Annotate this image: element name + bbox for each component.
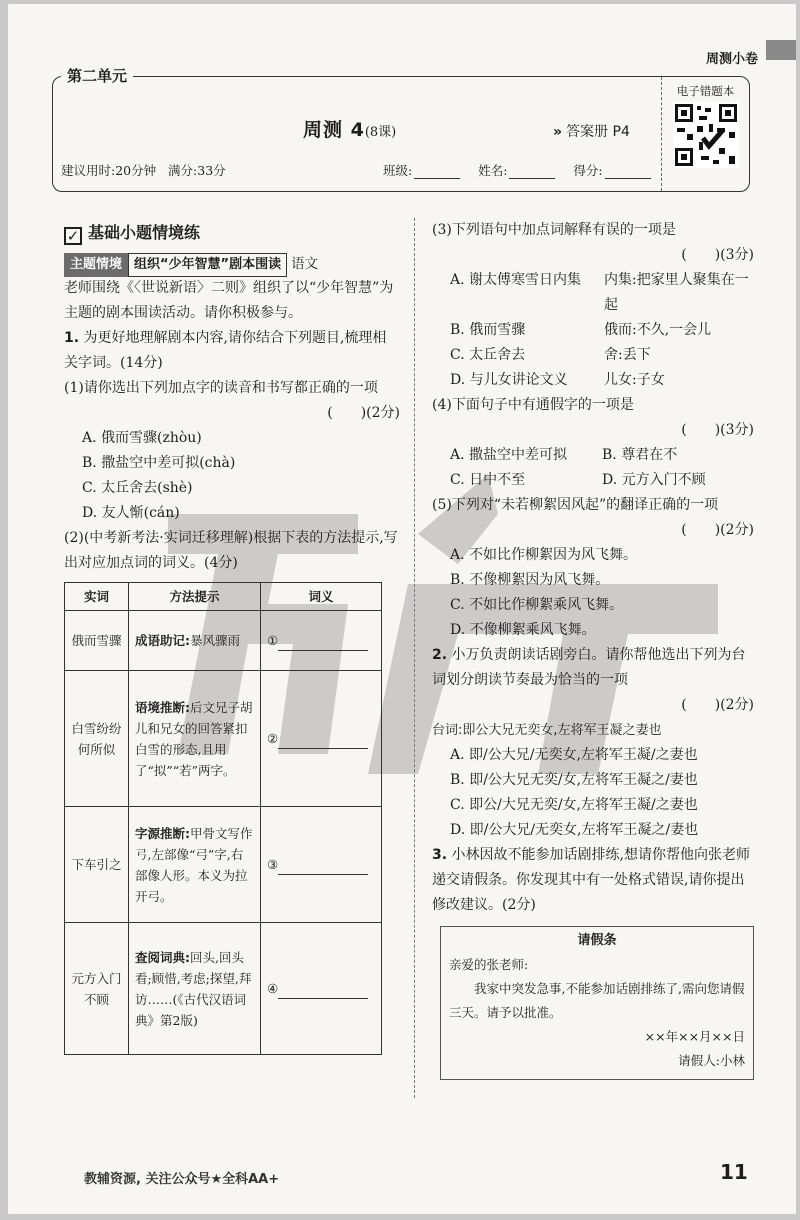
q1-sub5-option-b[interactable]: B. 不像柳絮因为风飞舞。 [450,572,610,588]
q1-sub4: (4)下面句子中有通假字的一项是 [432,397,634,413]
corner-tab [766,40,796,60]
q2-option-d[interactable]: D. 即/公大兄/无奕女,左将军王凝之/妻也 [450,822,699,838]
q1-sub4-option-b[interactable]: B. 尊君在不 [602,447,678,463]
table-row [65,807,382,923]
q2-option-c[interactable]: C. 即公/大兄无奕/女,左将军王凝/之妻也 [450,797,698,813]
qr-label: 电子错题本 [676,84,735,98]
q1-stem: 1. 为更好地理解剧本内容,请你结合下列题目,梳理相关字词。(14分) [64,330,387,371]
q2-score: ( )(2分) [681,697,754,713]
table-header-meaning: 词义 [261,583,382,611]
quiz-header [52,67,750,192]
q1-sub5: (5)下列对“未若柳絮因风起”的翻译正确的一项 [432,497,719,513]
corner-label: 周测小卷 [705,52,758,67]
q1-sub3-option-b[interactable]: B. 俄而雪骤 俄而:不久,一会儿 [450,322,712,338]
leave-note-signature: 请假人:小林 [678,1053,745,1068]
table-header-word: 实词 [65,583,129,611]
q1-sub4-options-row1 [432,443,754,468]
student-fields: 班级: 姓名: 得分: [383,161,665,179]
unit-label: 第二单元 [61,65,133,86]
table-word: 白雪纷纷何所似 [65,671,129,807]
q1-sub5-option-a[interactable]: A. 不如比作柳絮因为风飞舞。 [450,547,638,563]
table-answer[interactable]: ① [261,611,382,671]
q1-sub1: (1)请你选出下列加点字的读音和书写都正确的一项 [64,380,378,396]
q1-sub3: (3)下列语句中加点词解释有误的一项是 [432,222,676,238]
table-row [65,611,382,671]
scenario-topic: 组织“少年智慧”剧本围读 [128,253,287,277]
table-header-hint: 方法提示 [129,583,261,611]
q1-sub5-score: ( )(2分) [681,522,754,538]
q1-sub4-score: ( )(3分) [681,422,754,438]
q1-sub5-option-c[interactable]: C. 不如比作柳絮乘风飞舞。 [450,597,624,613]
leave-note-body: 我家中突发急事,不能参加话剧排练了,需向您请假三天。请予以批准。 [449,981,745,1020]
table-word: 下车引之 [65,807,129,923]
section-intro: 老师围绕《〈世说新语〉二则》组织了以“少年智慧”为主题的剧本围读活动。请你积极参与。 [64,280,394,321]
q1-sub5-option-d[interactable]: D. 不像柳絮乘风飞舞。 [450,622,596,638]
name-blank[interactable] [509,178,555,179]
answer-reference: » 答案册 P4 [553,124,630,140]
table-hint: 语境推断:后文兄子胡儿和兄女的回答紧扣白雪的形态,且用了“拟”“若”两字。 [129,671,261,807]
q1-sub3-option-d[interactable]: D. 与儿女讲论文义 儿女:子女 [450,372,665,388]
q2-option-a[interactable]: A. 即/公大兄/无奕女,左将军王凝/之妻也 [450,747,698,763]
double-chevron-icon: » [553,124,563,140]
score-blank[interactable] [605,178,651,179]
column-divider [414,218,415,1098]
left-column [64,218,400,1055]
q1-sub1-option-d[interactable]: D. 友人惭(cán) [82,505,180,521]
table-hint: 字源推断:甲骨文写作𢎗,左部像“弓”字,右部像人形。本义为拉开弓。 [129,807,261,923]
q1-sub3-option-c[interactable]: C. 太丘舍去 舍:丢下 [450,347,651,363]
leave-note-title: 请假条 [577,933,617,948]
table-row [65,671,382,807]
table-row [65,923,382,1055]
q2-option-b[interactable]: B. 即/公大兄无奕/女,左将军王凝之/妻也 [450,772,698,788]
time-score-info: 建议用时:20分钟 满分:33分 [61,163,226,178]
checkbox-check-icon: ✓ [64,227,82,245]
q1-sub3-option-a[interactable]: A. 谢太傅寒雪日内集 内集:把家里人聚集在一起 [450,272,749,313]
q1-sub4-options-row2 [432,468,754,493]
q1-sub4-option-a[interactable]: A. 撒盐空中差可拟 [450,447,568,463]
table-word: 俄而雪骤 [65,611,129,671]
class-blank[interactable] [414,178,460,179]
leave-note [440,926,754,1080]
leave-note-greeting: 亲爱的张老师: [449,957,529,972]
quiz-title: 周测 4(8课) [303,119,397,141]
word-meaning-table [64,582,382,1055]
scenario-tags: 主题情境 组织“少年智慧”剧本围读 语文 [64,252,400,276]
q1-sub1-score: ( )(2分) [327,405,400,421]
q1-sub4-option-c[interactable]: C. 日中不至 [450,472,526,488]
q1-sub1-option-b[interactable]: B. 撒盐空中差可拟(chà) [82,455,236,471]
q1-sub1-option-c[interactable]: C. 太丘舍去(shè) [82,480,193,496]
footer-promo: 教辅资源, 关注公众号★全科AA+ [84,1172,280,1187]
table-answer[interactable]: ④ [261,923,382,1055]
table-word: 元方入门不顾 [65,923,129,1055]
qr-code-icon[interactable] [673,102,739,168]
qr-panel [661,77,749,191]
q1-sub2: (2)(中考新考法·实词迁移理解)根据下表的方法提示,写出对应加点词的词义。(4分) [64,530,398,571]
section-title: ✓ 基础小题情境练 [64,218,400,248]
q2-stem: 2. 小万负责朗读话剧旁白。请你帮他选出下列为台词划分朗读节奏最为恰当的一项 [432,647,746,688]
table-hint: 成语助记:暴风骤雨 [129,611,261,671]
q2-line: 台词:即公大兄无奕女,左将军王凝之妻也 [432,723,662,738]
q1-sub3-score: ( )(3分) [681,247,754,263]
page-number: 11 [720,1160,748,1184]
table-hint: 查阅词典:回头,回头看;顾惜,考虑;探望,拜访……(《古代汉语词典》第2版) [129,923,261,1055]
scenario-tag: 主题情境 [64,253,128,277]
q1-sub4-option-d[interactable]: D. 元方入门不顾 [602,472,706,488]
right-column [432,218,754,1080]
q3-stem: 3. 小林因故不能参加话剧排练,想请你帮他向张老师递交请假条。你发现其中有一处格式错误,请你提出修改建议。(2分) [432,847,750,913]
leave-note-date: ××年××月××日 [644,1029,745,1044]
table-answer[interactable]: ② [261,671,382,807]
worksheet-page [8,4,796,1214]
table-answer[interactable]: ③ [261,807,382,923]
q1-sub1-option-a[interactable]: A. 俄而雪骤(zhòu) [82,430,202,446]
